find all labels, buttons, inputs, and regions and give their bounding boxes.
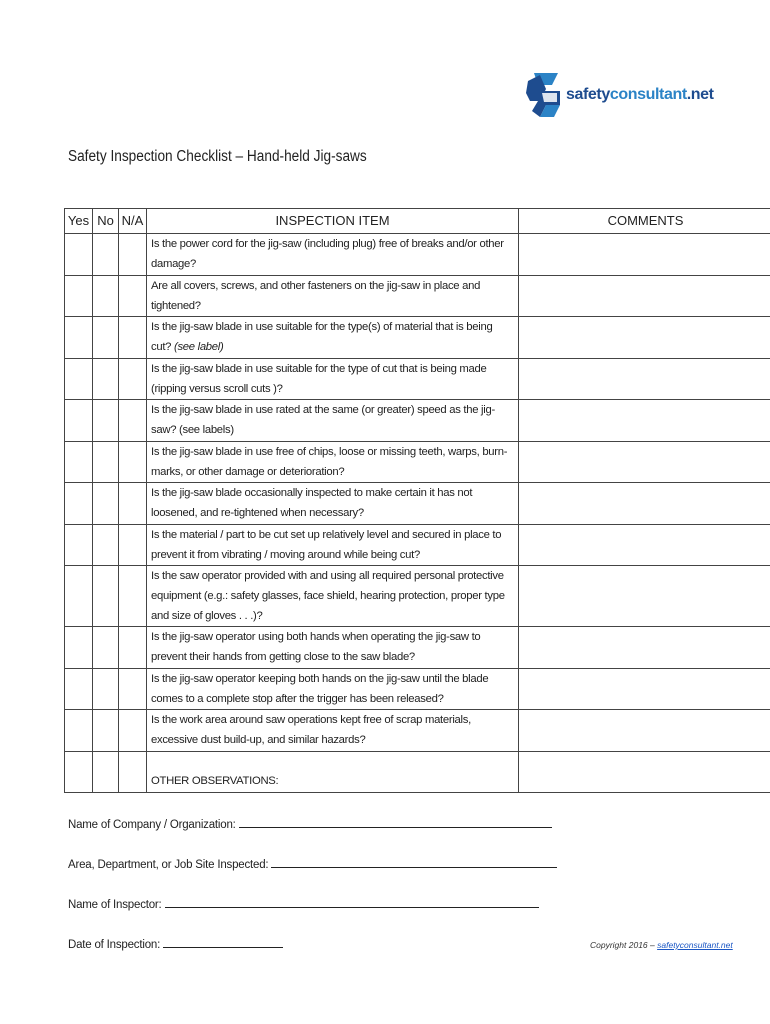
safety-consultant-logo-icon	[524, 71, 564, 119]
other-observations-row	[65, 751, 770, 793]
na-checkbox-cell[interactable]	[119, 710, 147, 752]
inspection-item: Is the work area around saw operations kept free of scrap materials, excessive dust build-up, and similar hazards?	[147, 710, 519, 752]
inspection-item-text: Is the jig-saw blade in use suitable for the type(s) of material that is being cut?	[151, 321, 493, 353]
company-label: Name of Company / Organization:	[68, 819, 236, 831]
na-checkbox-cell[interactable]	[119, 234, 147, 276]
no-checkbox-cell[interactable]	[93, 566, 119, 627]
comments-cell[interactable]	[519, 483, 770, 525]
na-checkbox-cell[interactable]	[119, 317, 147, 359]
see-label-note: (see label)	[174, 341, 224, 353]
header-comments: COMMENTS	[519, 209, 770, 234]
table-row	[65, 566, 770, 627]
comments-cell[interactable]	[519, 524, 770, 566]
date-field	[68, 936, 283, 951]
yes-checkbox-cell[interactable]	[65, 566, 93, 627]
header-inspection-item: INSPECTION ITEM	[147, 209, 519, 234]
comments-cell[interactable]	[519, 317, 770, 359]
table-row	[65, 358, 770, 400]
comments-cell[interactable]	[519, 234, 770, 276]
table-row	[65, 668, 770, 710]
inspector-label: Name of Inspector:	[68, 899, 162, 911]
inspector-input-line[interactable]	[165, 896, 539, 908]
inspector-field	[68, 896, 539, 911]
yes-checkbox-cell[interactable]	[65, 751, 93, 793]
na-checkbox-cell[interactable]	[119, 275, 147, 317]
yes-checkbox-cell[interactable]	[65, 710, 93, 752]
no-checkbox-cell[interactable]	[93, 358, 119, 400]
company-field	[68, 816, 552, 831]
no-checkbox-cell[interactable]	[93, 710, 119, 752]
copyright-link[interactable]: safetyconsultant.net	[657, 940, 733, 950]
comments-cell[interactable]	[519, 358, 770, 400]
no-checkbox-cell[interactable]	[93, 234, 119, 276]
area-field	[68, 856, 557, 871]
other-observations-label: OTHER OBSERVATIONS:	[147, 751, 519, 793]
inspection-item: Is the power cord for the jig-saw (including plug) free of breaks and/or other damage?	[147, 234, 519, 276]
comments-cell[interactable]	[519, 441, 770, 483]
na-checkbox-cell[interactable]	[119, 524, 147, 566]
na-checkbox-cell[interactable]	[119, 483, 147, 525]
comments-cell[interactable]	[519, 400, 770, 442]
table-row	[65, 524, 770, 566]
no-checkbox-cell[interactable]	[93, 317, 119, 359]
inspection-item	[147, 317, 519, 359]
page-title: Safety Inspection Checklist – Hand-held Jig-saws	[68, 148, 367, 165]
comments-cell[interactable]	[519, 275, 770, 317]
inspection-item: Is the saw operator provided with and using all required personal protective equipment (e.g.: safety glasses, face shield, hearing protection, proper type and size of gloves . . .)?	[147, 566, 519, 627]
area-label: Area, Department, or Job Site Inspected:	[68, 859, 269, 871]
comments-cell[interactable]	[519, 566, 770, 627]
date-input-line[interactable]	[163, 936, 283, 948]
table-row	[65, 710, 770, 752]
yes-checkbox-cell[interactable]	[65, 234, 93, 276]
na-checkbox-cell[interactable]	[119, 400, 147, 442]
table-row	[65, 400, 770, 442]
inspection-item: Is the jig-saw operator using both hands when operating the jig-saw to prevent their hands from getting close to the saw blade?	[147, 627, 519, 669]
table-row	[65, 627, 770, 669]
header-yes: Yes	[65, 209, 93, 234]
yes-checkbox-cell[interactable]	[65, 627, 93, 669]
no-checkbox-cell[interactable]	[93, 275, 119, 317]
table-row	[65, 317, 770, 359]
no-checkbox-cell[interactable]	[93, 483, 119, 525]
yes-checkbox-cell[interactable]	[65, 441, 93, 483]
comments-cell[interactable]	[519, 668, 770, 710]
yes-checkbox-cell[interactable]	[65, 524, 93, 566]
na-checkbox-cell[interactable]	[119, 751, 147, 793]
yes-checkbox-cell[interactable]	[65, 358, 93, 400]
no-checkbox-cell[interactable]	[93, 441, 119, 483]
table-row	[65, 234, 770, 276]
no-checkbox-cell[interactable]	[93, 751, 119, 793]
company-logo	[524, 70, 714, 120]
date-label: Date of Inspection:	[68, 939, 161, 951]
inspection-item: Is the material / part to be cut set up relatively level and secured in place to prevent it from vibrating / moving around while being cut?	[147, 524, 519, 566]
yes-checkbox-cell[interactable]	[65, 668, 93, 710]
no-checkbox-cell[interactable]	[93, 524, 119, 566]
inspection-item: Is the jig-saw operator keeping both hands on the jig-saw until the blade comes to a complete stop after the trigger has been released?	[147, 668, 519, 710]
comments-cell[interactable]	[519, 627, 770, 669]
yes-checkbox-cell[interactable]	[65, 400, 93, 442]
logo-wordmark: safetyconsultant.net	[566, 86, 714, 103]
inspection-item: Are all covers, screws, and other fasteners on the jig-saw in place and tightened?	[147, 275, 519, 317]
table-header-row	[65, 209, 770, 234]
copyright-notice	[590, 940, 733, 950]
copyright-text: Copyright 2016 –	[590, 940, 655, 950]
comments-cell[interactable]	[519, 751, 770, 793]
table-row	[65, 441, 770, 483]
header-na: N/A	[119, 209, 147, 234]
na-checkbox-cell[interactable]	[119, 358, 147, 400]
yes-checkbox-cell[interactable]	[65, 317, 93, 359]
company-input-line[interactable]	[239, 816, 552, 828]
table-row	[65, 483, 770, 525]
inspection-table	[64, 208, 770, 793]
inspection-item: Is the jig-saw blade in use rated at the same (or greater) speed as the jig-saw? (see labels)	[147, 400, 519, 442]
no-checkbox-cell[interactable]	[93, 627, 119, 669]
header-no: No	[93, 209, 119, 234]
inspection-item: Is the jig-saw blade in use suitable for the type of cut that is being made (ripping versus scroll cuts )?	[147, 358, 519, 400]
yes-checkbox-cell[interactable]	[65, 483, 93, 525]
na-checkbox-cell[interactable]	[119, 566, 147, 627]
na-checkbox-cell[interactable]	[119, 441, 147, 483]
inspection-item: Is the jig-saw blade in use free of chips, loose or missing teeth, warps, burn-marks, or other damage or deterioration?	[147, 441, 519, 483]
na-checkbox-cell[interactable]	[119, 668, 147, 710]
yes-checkbox-cell[interactable]	[65, 275, 93, 317]
area-input-line[interactable]	[271, 856, 557, 868]
na-checkbox-cell[interactable]	[119, 627, 147, 669]
inspection-item: Is the jig-saw blade occasionally inspected to make certain it has not loosened, and re-tightened when necessary?	[147, 483, 519, 525]
table-row	[65, 275, 770, 317]
comments-cell[interactable]	[519, 710, 770, 752]
no-checkbox-cell[interactable]	[93, 400, 119, 442]
no-checkbox-cell[interactable]	[93, 668, 119, 710]
